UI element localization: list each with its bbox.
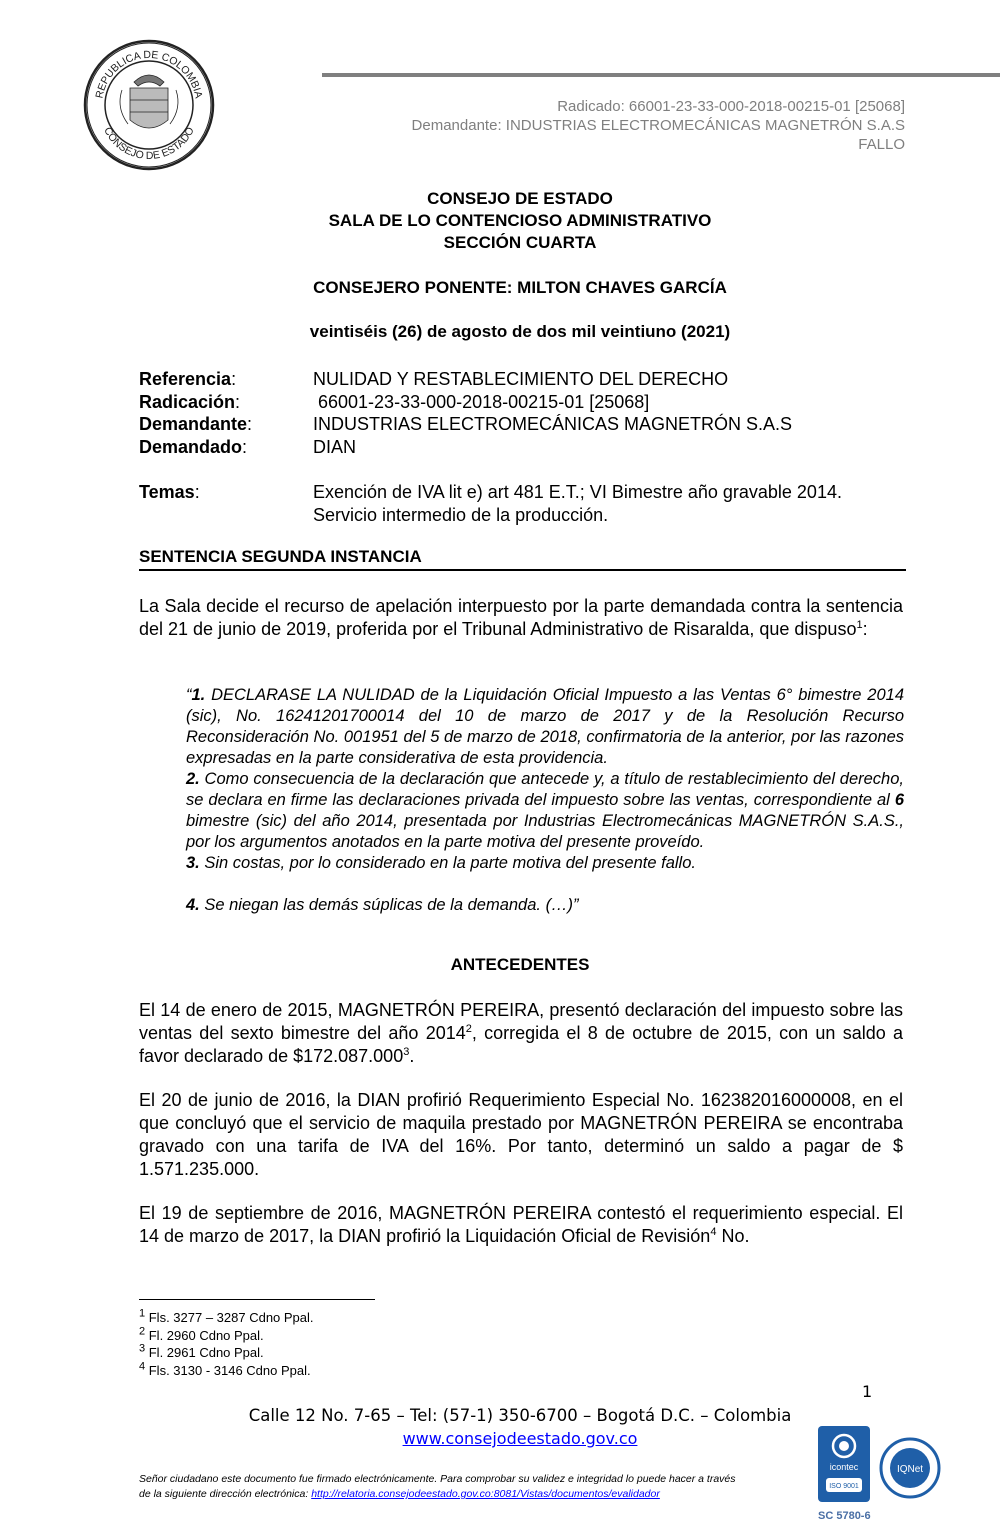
notice-line-2: de la siguiente dirección electrónica: http://relatoria.consejodeestado.gov.co:8081/Vistas/documentos/evalidador bbox=[139, 1488, 660, 1500]
footnote-ref: 4 bbox=[710, 1226, 717, 1238]
footnote: $^4$ Fls. 3130 - 3146 Cdno Ppal. bbox=[139, 1360, 311, 1378]
meta-value: DIAN bbox=[313, 436, 357, 457]
paragraph-antecedentes-2: El 20 de junio de 2016, la DIAN profirió Requerimiento Especial No. 162382016000008, en el que concluyó que el servicio de maquila prestado por MAGNETRÓN PEREIRA se encontraba gravado con una tarifa de IVA del 16%. Por tanto, determinó un saldo a pagar de $ 1.571.235.000. bbox=[139, 1090, 903, 1179]
footnote: $^1$ Fls. 3277 – 3287 Cdno Ppal. bbox=[139, 1307, 314, 1325]
running-header bbox=[412, 97, 905, 154]
svg-text:icontec: icontec bbox=[829, 1462, 859, 1472]
meta-key: Referencia bbox=[139, 369, 232, 389]
header-tipo: FALLO bbox=[858, 136, 905, 153]
icontec-certification-logo bbox=[818, 1426, 870, 1502]
meta-value: INDUSTRIAS ELECTROMECÁNICAS MAGNETRÓN S.A.S bbox=[313, 414, 793, 434]
svg-text:IQNet: IQNet bbox=[896, 1464, 924, 1475]
temas-value-2: Servicio intermedio de la producción. bbox=[313, 504, 609, 525]
svg-text:REPUBLICA DE COLOMBIA: REPUBLICA DE COLOMBIA bbox=[93, 48, 205, 100]
footer-website-link[interactable]: www.consejodeestado.gov.co bbox=[402, 1429, 638, 1448]
ponente: CONSEJERO PONENTE: MILTON CHAVES GARCÍA bbox=[313, 278, 727, 297]
svg-text:ISO 9001: ISO 9001 bbox=[829, 1483, 859, 1490]
header-rule bbox=[322, 73, 1000, 77]
court-title bbox=[0, 188, 1000, 254]
footnote-ref: 2 bbox=[465, 1023, 472, 1035]
notice-line-1: Señor ciudadano este documento fue firmado electrónicamente. Para comprobar su validez e integridad lo puede hacer a través bbox=[139, 1473, 736, 1485]
paragraph-antecedentes-3: El 19 de septiembre de 2016, MAGNETRÓN PEREIRA contestó el requerimiento especial. El 14 de marzo de 2017, la DIAN profirió la Liquidación Oficial de Revisión$^4$ No. bbox=[139, 1203, 903, 1246]
title-line-2: SALA DE LO CONTENCIOSO ADMINISTRATIVO bbox=[328, 211, 712, 230]
paragraph-antecedentes-1: El 14 de enero de 2015, MAGNETRÓN PEREIRA, presentó declaración del impuesto sobre las ventas del sexto bimestre del año 2014$^2$, corregida el 8 de octubre de 2015, con un saldo a favor declarado de $172.087.000$^3$. bbox=[139, 1000, 903, 1066]
temas-value-1: Exención de IVA lit e) art 481 E.T.; VI Bimestre año gravable 2014. bbox=[313, 482, 842, 502]
meta-key: Demandante bbox=[139, 414, 248, 434]
page-number: 1 bbox=[862, 1382, 873, 1401]
quote-item-1: “1. DECLARASE LA NULIDAD de la Liquidación Oficial Impuesto a las Ventas 6° bimestre 2014 (sic), No. 16241201700014 del 10 de marzo de 2017 y de la Resolución Recurso Reconsideración No. 001951 del 5 de marzo de 2018, confirmatoria de la anterior, por las razones expresadas en la parte considerativa de esta providencia. bbox=[186, 686, 904, 767]
quoted-resolution bbox=[186, 685, 904, 916]
paragraph-intro: La Sala decide el recurso de apelación interpuesto por la parte demandada contra la sentencia del 21 de junio de 2019, proferida por el Tribunal Administrativo de Risaralda, que dispuso$^1$: bbox=[139, 596, 903, 639]
meta-key: Radicación bbox=[139, 391, 236, 412]
validator-link[interactable]: http://relatoria.consejodeestado.gov.co:8081/Vistas/documentos/evalidador bbox=[311, 1488, 660, 1500]
electronic-signature-notice bbox=[139, 1472, 819, 1502]
meta-value: NULIDAD Y RESTABLECIMIENTO DEL DERECHO bbox=[313, 369, 729, 389]
title-line-1: CONSEJO DE ESTADO bbox=[427, 189, 613, 208]
fecha: veintiséis (26) de agosto de dos mil veintiuno (2021) bbox=[309, 322, 731, 341]
section-heading-sentencia: SENTENCIA SEGUNDA INSTANCIA bbox=[139, 547, 906, 571]
title-line-3: SECCIÓN CUARTA bbox=[443, 233, 597, 252]
footnote: $^3$ Fl. 2961 Cdno Ppal. bbox=[139, 1342, 264, 1360]
footnote-ref: 3 bbox=[403, 1046, 410, 1058]
header-radicado: Radicado: 66001-23-33-000-2018-00215-01 [25068] bbox=[557, 98, 905, 115]
temas-key: Temas bbox=[139, 482, 195, 502]
certificate-number: SC 5780-6 bbox=[818, 1510, 871, 1522]
quote-item-3: 3. Sin costas, por lo considerado en la parte motiva del presente fallo. bbox=[186, 854, 696, 872]
footnote-ref: 1 bbox=[856, 619, 863, 631]
footnotes bbox=[139, 1309, 314, 1379]
case-metadata: Referencia: NULIDAD Y RESTABLECIMIENTO DEL DERECHO Radicación: 66001-23-33-000-2018-00215-01 [25068] Demandante: INDUSTRIAS ELECTROMECÁNICAS MAGNETRÓN S.A.S Demandado: DIAN bbox=[139, 369, 793, 457]
meta-key: Demandado bbox=[139, 436, 243, 457]
svg-text:CONSEJO DE ESTADO: CONSEJO DE ESTADO bbox=[101, 125, 197, 163]
temas: Temas: Exención de IVA lit e) art 481 E.T.; VI Bimestre año gravable 2014. Servicio intermedio de la producción. bbox=[139, 482, 842, 525]
header-demandante: Demandante: INDUSTRIAS ELECTROMECÁNICAS MAGNETRÓN S.A.S bbox=[411, 117, 905, 134]
quote-item-2: 2. Como consecuencia de la declaración que antecede y, a título de restablecimiento del derecho, se declara en firme las declaraciones privada del impuesto sobre las ventas, correspondiente al 6 bimestre (sic) del año 2014, presentada por Industrias Electromecánicas MAGNETRÓN S.A.S., por los argumentos anotados en la parte motiva del presente proveído. bbox=[186, 770, 904, 851]
footnote: $^2$ Fl. 2960 Cdno Ppal. bbox=[139, 1325, 264, 1343]
consejo-de-estado-seal bbox=[82, 38, 216, 172]
meta-value: 66001-23-33-000-2018-00215-01 [25068] bbox=[313, 391, 650, 412]
iqnet-certification-logo bbox=[878, 1437, 942, 1499]
footer-address: Calle 12 No. 7-65 – Tel: (57-1) 350-6700 – Bogotá D.C. – Colombia bbox=[248, 1406, 792, 1425]
footnote-separator bbox=[139, 1299, 375, 1300]
section-heading-antecedentes: ANTECEDENTES bbox=[450, 955, 590, 974]
quote-item-4: 4. Se niegan las demás súplicas de la demanda. (…)” bbox=[186, 896, 579, 914]
